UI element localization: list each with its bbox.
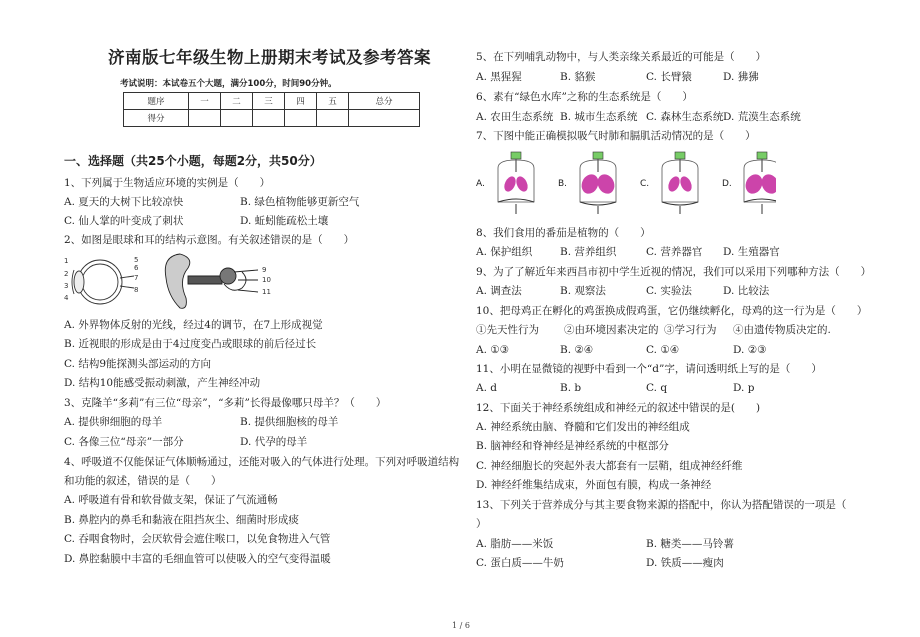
- option: D. p: [733, 382, 755, 394]
- table-cell: 总分: [349, 93, 420, 110]
- page-title: 济南版七年级生物上册期末考试及参考答案: [108, 48, 431, 67]
- statement: ③学习行为: [664, 324, 717, 336]
- option: D. 代孕的母羊: [240, 436, 308, 448]
- option: A. ①③: [476, 344, 510, 356]
- option: B. 脑神经和脊神经是神经系统的中枢部分: [476, 440, 669, 452]
- table-cell: [189, 110, 221, 127]
- eye-label: 3: [64, 282, 69, 290]
- option: B. b: [560, 382, 582, 394]
- option: C. 各像三位“母亲”一部分: [64, 436, 184, 448]
- option: D. 神经纤维集结成束，外面包有膜，构成一条神经: [476, 479, 712, 491]
- question-12: 12、下面关于神经系统组成和神经元的叙述中错误的是( ): [476, 402, 761, 414]
- option-label: A.: [476, 179, 485, 189]
- option: A. 保护组织: [476, 246, 533, 258]
- option: A. 提供卵细胞的母羊: [64, 416, 163, 428]
- option: D. 荒漠生态系统: [723, 111, 801, 123]
- lung-model-diagram: [476, 150, 776, 216]
- option: B. 糖类——马铃薯: [646, 538, 734, 550]
- option: D. ②③: [733, 344, 767, 356]
- table-cell: [317, 110, 349, 127]
- eye-label: 6: [134, 264, 139, 272]
- question-13-cont: ）: [476, 518, 487, 530]
- ear-illustration: [165, 254, 258, 308]
- table-cell: [349, 110, 420, 127]
- eye-label: 2: [64, 270, 69, 278]
- table-cell: 题序: [124, 93, 189, 110]
- section-heading: 一、选择题（共25个小题，每题2分，共50分）: [64, 154, 322, 168]
- eye-label: 4: [64, 294, 69, 302]
- question-6: 6、素有“绿色水库”之称的生态系统是（ ）: [476, 91, 693, 103]
- option: A. 呼吸道有骨和软骨做支架，保证了气流通畅: [64, 494, 278, 506]
- option: A. 黑猩猩: [476, 71, 522, 83]
- model-b: [558, 152, 617, 214]
- option: B. 城市生态系统: [560, 111, 638, 123]
- table-cell: [221, 110, 253, 127]
- ear-label: 10: [262, 276, 271, 284]
- option: C. 实验法: [646, 285, 692, 297]
- option-label: C.: [640, 179, 650, 189]
- option: C. ①④: [646, 344, 680, 356]
- table-cell: 三: [253, 93, 285, 110]
- option: A. 神经系统由脑、脊髓和它们发出的神经组成: [476, 421, 690, 433]
- question-4: 4、呼吸道不仅能保证气体顺畅通过，还能对吸入的气体进行处理。下列对呼吸道结构: [64, 456, 460, 468]
- question-3: 3、克隆羊“多莉”有三位“母亲”，“多莉”长得最像哪只母羊？（ ）: [64, 397, 387, 409]
- page-number: 1 / 6: [452, 621, 470, 630]
- statement: ④由遗传物质决定的.: [733, 324, 831, 336]
- option: D. 铁质——瘦肉: [646, 557, 724, 569]
- option: B. 鼻腔内的鼻毛和黏液在阻挡灰尘、细菌时形成痰: [64, 514, 299, 526]
- question-9: 9、为了了解近年来西昌市初中学生近视的情况，我们可以采用下列哪种方法（ ）: [476, 266, 872, 278]
- score-table: [123, 92, 420, 127]
- model-c: [640, 152, 698, 214]
- eye-label: 1: [64, 257, 69, 265]
- question-7: 7、下图中能正确模拟吸气时肺和膈肌活动情况的是（ ）: [476, 130, 756, 142]
- option: A. 农田生态系统: [476, 111, 554, 123]
- option: C. 营养器官: [646, 246, 703, 258]
- eye-ear-diagram: [62, 250, 284, 314]
- model-a: [476, 152, 534, 214]
- table-row: [124, 93, 420, 110]
- option: C. 吞咽食物时，会厌软骨会遮住喉口，以免食物进入气管: [64, 533, 331, 545]
- option: B. 营养组织: [560, 246, 617, 258]
- option: B. 近视眼的形成是由于4过度变凸或眼球的前后径过长: [64, 338, 317, 350]
- option: C. q: [646, 382, 668, 394]
- option-label: B.: [558, 179, 568, 189]
- statement: ①先天性行为: [476, 324, 539, 336]
- table-cell: 二: [221, 93, 253, 110]
- option: C. 结构9能探测头部运动的方向: [64, 358, 212, 370]
- ear-label: 11: [262, 288, 271, 296]
- question-11: 11、小明在显微镜的视野中看到一个“d”字，请问透明纸上写的是（ ）: [476, 363, 822, 375]
- option: C. 仙人掌的叶变成了刺状: [64, 215, 184, 227]
- option: D. 结构10能感受振动刺激，产生神经冲动: [64, 377, 261, 389]
- option: B. 绿色植物能够更新空气: [240, 196, 360, 208]
- exam-note: 考试说明：本试卷五个大题，满分100分，时间90分钟。: [120, 79, 337, 89]
- option: D. 生殖器官: [723, 246, 780, 258]
- option: D. 狒狒: [723, 71, 759, 83]
- question-8: 8、我们食用的番茄是植物的（ ）: [476, 227, 651, 239]
- question-2: 2、如图是眼球和耳的结构示意图。有关叙述错误的是（ ）: [64, 234, 355, 246]
- table-cell: 得分: [124, 110, 189, 127]
- option: C. 神经细胞长的突起外表大都套有一层鞘，组成神经纤维: [476, 460, 743, 472]
- statement: ②由环境因素决定的: [564, 324, 659, 336]
- question-4-cont: 和功能的叙述，错误的是（ ）: [64, 475, 222, 487]
- option: B. 提供细胞核的母羊: [240, 416, 339, 428]
- question-10: 10、把母鸡正在孵化的鸡蛋换成假鸡蛋，它仍继续孵化，母鸡的这一行为是（ ）: [476, 305, 868, 317]
- option: B. 貉猴: [560, 71, 596, 83]
- table-cell: 四: [285, 93, 317, 110]
- eye-illustration: [72, 260, 134, 304]
- ear-label: 9: [262, 266, 267, 274]
- question-13: 13、下列关于营养成分与其主要食物来源的搭配中，你认为搭配错误的一项是（: [476, 499, 847, 511]
- option-label: D.: [722, 179, 732, 189]
- table-cell: 一: [189, 93, 221, 110]
- option: D. 比较法: [723, 285, 770, 297]
- eye-label: 5: [134, 256, 139, 264]
- table-row: [124, 110, 420, 127]
- option: B. 观察法: [560, 285, 606, 297]
- option: D. 蚯蚓能疏松土壤: [240, 215, 329, 227]
- option: D. 鼻腔黏膜中丰富的毛细血管可以使吸入的空气变得温暖: [64, 553, 331, 565]
- option: C. 森林生态系统: [646, 111, 724, 123]
- eye-label: 7: [134, 274, 139, 282]
- question-1: 1、下列属于生物适应环境的实例是（ ）: [64, 177, 271, 189]
- option: A. 外界物体反射的光线，经过4的调节，在7上形成视觉: [64, 319, 323, 331]
- table-cell: [285, 110, 317, 127]
- option: B. ②④: [560, 344, 594, 356]
- option: A. d: [476, 382, 497, 394]
- model-d: [722, 152, 776, 214]
- eye-label: 8: [134, 286, 139, 294]
- option: C. 蛋白质——牛奶: [476, 557, 564, 569]
- table-cell: [253, 110, 285, 127]
- option: A. 夏天的大树下比较凉快: [64, 196, 184, 208]
- option: C. 长臂猿: [646, 71, 692, 83]
- table-cell: 五: [317, 93, 349, 110]
- question-5: 5、在下列哺乳动物中，与人类亲缘关系最近的可能是（ ）: [476, 51, 767, 63]
- option: A. 调查法: [476, 285, 522, 297]
- option: A. 脂肪——米饭: [476, 538, 554, 550]
